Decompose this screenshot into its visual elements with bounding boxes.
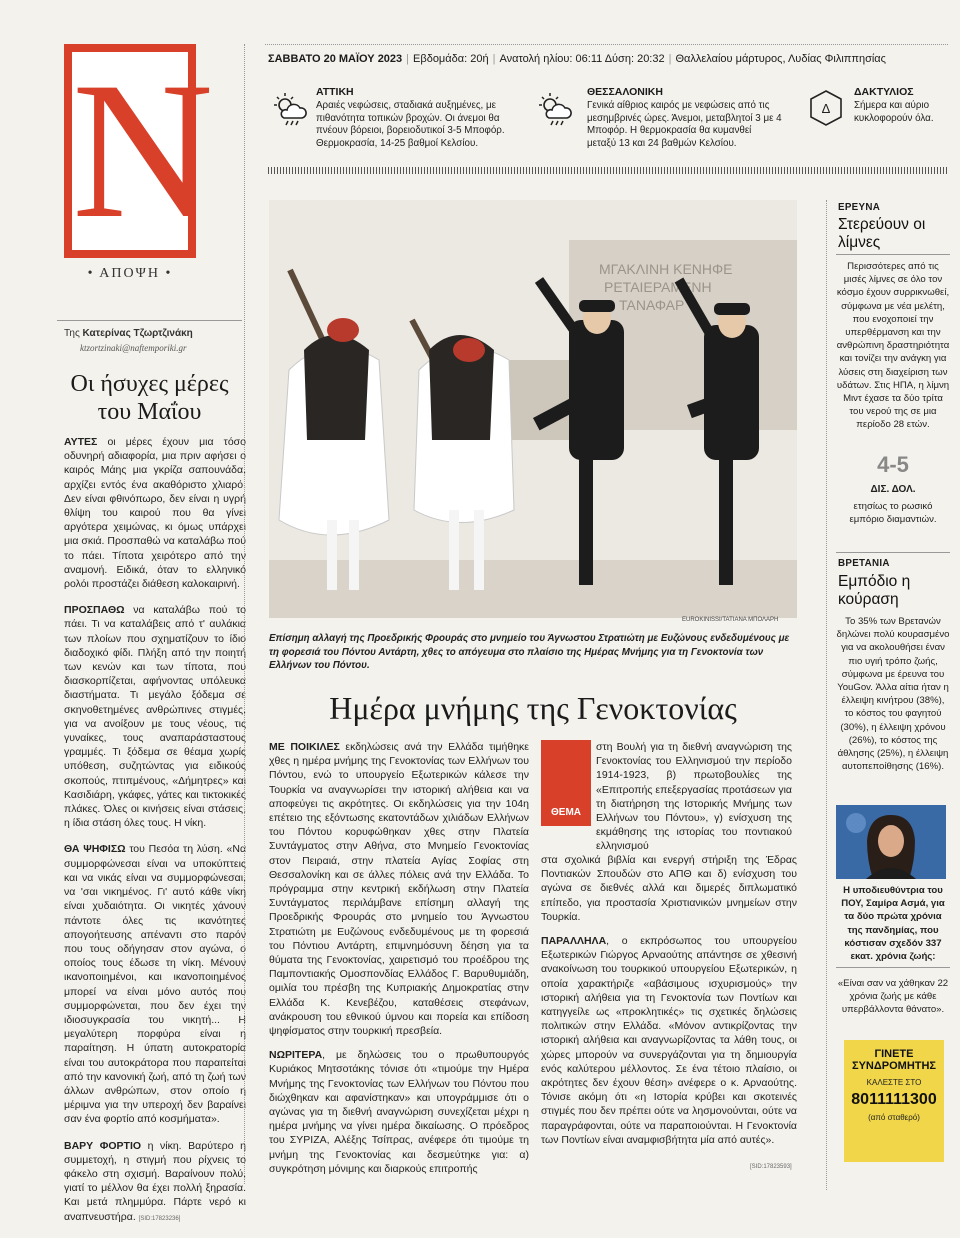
subscribe-note: (από σταθερό) — [868, 1113, 920, 1122]
subscribe-phone[interactable]: 8011111300 — [851, 1091, 937, 1108]
weather-thessaloniki — [535, 86, 785, 156]
weather-ring-road — [806, 86, 948, 146]
city-name: ΔΑΚΤΥΛΙΟΣ — [854, 86, 914, 98]
photo-caption: Επίσημη αλλαγή της Προεδρικής Φρουράς στο μνημείο του Άγνωστου Στρατιώτη με Ευζώνους ενδεδυμένους με τη φορεσιά του Πόντου Αντάρτη, χθες το απόγευμα στο πλαίσιο της Ημέρας Μνήμης για τη Γενοκτονία των Ελλήνων του Πόντου. — [269, 633, 790, 671]
article-column-2-top: στη Βουλή για τη διεθνή αναγνώριση της Γενοκτονίας του Ελληνισμού την περίοδο 1914-1923, β) πρωτοβουλίες της «Επιτροπής επεξεργασίας προτάσεων για τη διατήρηση της Ιστορικής Μνήμης των Ελλήνων του Πόντου», γ) ενίσχυση της εκμάθησης της ιστορίας του ποντιακού ελληνισμού — [596, 741, 792, 853]
article-column-1 — [269, 740, 529, 1186]
column-divider — [244, 44, 245, 1184]
sid-code: [SID:17823236] — [138, 1215, 181, 1222]
divider — [57, 320, 242, 321]
paragraph: ΘΑ ΨΗΦΙΣΩ του Πεσόα τη λύση. «Να συμμορφώνεσαι είναι να υποκύπτεις και να νικάς είναι να συμμορφώνεσαι, να 'σαι νικημένος. Γι' αυτό κάθε νίκη είναι χυδαιότητα. Οι νικητές χάνουν πάντοτε όλες τις ικανότητες απογοήτευσης απέναντι στο παρόν που τους οδήγησαν στον αγώνα, ο οποίος τους έδωσε τη νίκη. Μένουν ικανοποιημένοι, και ικανοποιημένος μπορεί να είναι μόνο αυτός που συμμορφώνεται, που δεν έχει την ιδιοσυγκρασία του νικητή... Η μεγαλύτερη πορφύρα είναι η παραίτηση. Η ύπατη αυτοκρατορία είναι του αυτοκράτορα που παραιτείται από την κανονική ζωή, από τη ζωή των άλλων ανθρώπων, στον οποίο η μέριμνα για την υπεροχή δεν βαραίνει σαν ένα φορτίο από κοσμήματα». — [64, 843, 247, 1126]
city-name: ΘΕΣΣΑΛΟΝΙΚΗ — [587, 86, 663, 98]
evzones-photo — [269, 200, 797, 618]
sidebar-text: Περισσότερες από τις μισές λίμνες σε όλο τον κόσμο έχουν συρρικνωθεί, σύμφωνα με νέα μελέτη, που ενοχοποιεί την υπερθέρμανση και την ανθρώπινη δραστηριότητα και τονίζει την ανάγκη για λύσεις στη διαχείριση των υδάτων. Στις ΗΠΑ, η λίμνη Μιντ έχασε τα δύο τρίτα του νερού της σε μια περίοδο 28 ετών. — [836, 261, 950, 431]
forecast-text: Γενικά αίθριος καιρός με νεφώσεις από τις μεσημβρινές ώρες. Άνεμοι, μεταβλητοί 3 με 4 Μποφόρ. Η θερμοκρασία θα κυμανθεί μεταξύ 13 και 24 βαθμών Κελσίου. — [587, 100, 782, 149]
issue-date: ΣΑΒΒΑΤΟ 20 ΜΑΪΟΥ 2023 — [268, 53, 403, 65]
portrait-photo — [836, 805, 946, 879]
opinion-body — [64, 435, 246, 1238]
subscribe-call-label: ΚΑΛΕΣΤΕ ΣΤΟ — [866, 1078, 922, 1087]
divider — [268, 167, 948, 174]
article-headline: Ημέρα μνήμης της Γενοκτονίας — [329, 690, 737, 726]
paragraph: ΜΕ ΠΟΙΚΙΛΕΣ εκδηλώσεις ανά την Ελλάδα τιμήθηκε χθες η ημέρα μνήμης της Γενοκτονίας των Ελλήνων του Πόντου, ενώ το υπουργείο Εξωτερικών κάλεσε την Τουρκία να αναγνωρίσει την ιστορική αλήθεια και να αποφεύγει τις ακρότητες. Οι εκδηλώσεις για την 104η επέτειο της εξόντωσης εκατοντάδων χιλιάδων Ελλήνων του Πόντου κορυφώθηκαν χθες στην Πλατεία Συντάγματος στην Αθήνα, στο Μνημείο Γενοκτονίας στον Πειραιά, στην πλατεία Αγίας Σοφίας στη Θεσσαλονίκη και σε άλλες πόλεις ανά την Ελλάδα. Το πρόγραμμα στην κεντρική εκδήλωση στην Πλατεία Συντάγματος περιλάμβανε επίσημη αλλαγή της Προεδρικής Φρουράς στο μνημείο του Άγνωστου Στρατιώτη με Ευζώνους ενδεδυμένους με τη φορεσιά του Πόντιου Αντάρτη, επιμνημόσυνη δέηση για τα θύματα της Γενοκτονίας, χαιρετισμό του προέδρου της Παμποντιακής Ομοσπονδίας Ελλάδος Γ. Βαρυθυμιάδη, ομιλία του πρέσβη της Κυπριακής Δημοκρατίας στην Ελλάδα Κ. Κενεβέζου, καταθέσεις στεφάνων, ανάκρουση του εθνικού ύμνου και πορεία και επίδοση ψηφίσματος στην τουρκική πρεσβεία. — [269, 741, 529, 1038]
sidebar-kicker: ΕΡΕΥΝΑ — [838, 202, 881, 213]
portrait-image — [836, 805, 946, 879]
city-name: ΑΤΤΙΚΗ — [316, 86, 354, 98]
date-line: ΣΑΒΒΑΤΟ 20 ΜΑΪΟΥ 2023 | Εβδομάδα: 20ή | Ανατολή ηλίου: 06:11 Δύση: 20:32 | Θαλλελαίου μάρτυρος, Λυδίας Φιλιππησίας — [268, 53, 886, 65]
paragraph: ΠΡΟΣΠΑΘΩ να καταλάβω πού το πάει. Τι να καταλάβεις από τ' αυλάκια των πλοίων που σχηματίζουν το ίδιο διαδοχικό φίδι. Πλήξη από την ποιητή των κενών και των τίποτα, που διασκορπίζεται, αφήνοντας υπόλευκα διαστήματα. Τι μεγάλο ξόδεμα σε σκηνοθετημένες ανθρώπινες στιγμές, για να ανοίξουν με τους νέους, τις γυναίκες, τους αναπαράσταστους γραμμές. Τι ξόδεμα σε θέαμα χωρίς υπόθεση, συζητώντας για ειδικούς σκοπούς, πτιπμένους, «Δήμητρες» και Κασιδιάρη, γκάφες, γάτες και τικτοκικές πλάκες. Όλες οι κινήσεις είναι στάσεις, η ίδια στάση όλες τους. Η νίκη. — [64, 604, 246, 830]
sidebar-title: Εμπόδιο η κούραση — [838, 573, 911, 608]
traffic-ring-icon — [806, 88, 846, 128]
paragraph: ΒΑΡΥ ΦΟΡΤΙΟ η νίκη. Βαρύτερο η συμμετοχή, η στιγμή που ρίχνεις το φάκελο στη σχισμή. Βαραίνουν πολύ, γιατί το μέλλον θα έχει πολλή ξηρασία. Και μετά πλημμύρα. Πάρτε νερό κι αναπνευστήρα. [SID:17823236] — [64, 1139, 246, 1223]
author-name: Κατερίνας Τζωρτζινάκη — [82, 328, 193, 339]
sun-cloud-rain-icon — [270, 90, 310, 130]
subscribe-title[interactable]: ΓΙΝΕΤΕ ΣΥΝΔΡΟΜΗΤΗΣ — [851, 1048, 937, 1072]
paragraph: ΝΩΡΙΤΕΡΑ, με δηλώσεις του ο πρωθυπουργός Κυριάκος Μητσοτάκης τόνισε ότι «τιμούμε την Ημέρα Μνήμης της Γενοκτονίας των Ελλήνων του Πόντου που διώχθηκαν και αφανίστηκαν» και υπογράμμισε ότι ο αγώνας για τη διεθνή αναγνώριση συνεχίζεται μέχρι η ημέρα μνήμης να γίνει ημέρα δικαίωσης. Ο πρόεδρος του ΣΥΡΙΖΑ, Αλέξης Τσίπρας, ανέφερε ότι τιμούμε τη μνήμη της Γενοκτονίας και δεσμεύτηκε για: α) συγκρότηση μόνιμης και διαρκούς επιτροπής — [269, 1049, 529, 1175]
divider — [265, 44, 948, 45]
newspaper-logo — [64, 42, 214, 259]
sun-cloud-rain-icon — [535, 90, 575, 130]
sidebar-kicker: ΒΡΕΤΑΝΙΑ — [838, 558, 890, 569]
paragraph: ΠΑΡΑΛΛΗΛΑ, ο εκπρόσωπος του υπουργείου Εξωτερικών Γιώργος Αρναούτης απάντησε σε χθεσινή ανακοίνωση του τουρκικού υπουργείου Εξωτερικών, η οποία χαρακτήριζε «αβάσιμους ισχυρισμούς» την ιστορική αλήθεια για τη Γενοκτονία των Ποντίων και κατηγγείλε ως «προκλητικές» τις σχετικές δηλώσεις πολιτικών στην Ελλάδα. «Μόνον αντικρίζοντας την ιστορική αλήθεια και αναγνωρίζοντας τα λάθη τους, οι χώρες μπορούν να συνεργάζονται για τη δημιουργία ενός καλύτερου μέλλοντος. Σε ένα τέτοιο πλαίσιο, οι ακρότητες δεν έχουν θέση» ανέφερε ο κ. Αρναούτης. Τόνισε ακόμη ότι «η Ιστορία κρύβει και σκοτεινές στιγμές που δεν πρέπει ούτε να λησμονούνται, ούτε να παραγράφονται, ούτε να παραποιούνται. Η Γενοκτονία των Ποντίων είναι αναμφισβήτητα μία από αυτές». — [541, 935, 797, 1146]
sidebar-quote: «Είναι σαν να χάθηκαν 22 χρόνια ζωής με κάθε υπερβάλλοντα θάνατο». — [837, 978, 949, 1016]
forecast-text: Αραιές νεφώσεις, σταδιακά αυξημένες, με πιθανότητα τοπικών βροχών. Οι άνεμοι θα πνέουν βόρειοι, βορειοδυτικοί 3-5 Μποφόρ. Θερμοκρασία, 14-25 βαθμοί Κελσίου. — [316, 100, 505, 149]
stat-text: ετησίως το ρωσικό εμπόριο διαμαντιών. — [849, 501, 937, 526]
topic-tag: ΘΕΜΑ — [541, 740, 591, 826]
divider — [836, 967, 950, 968]
forecast-text: Σήμερα και αύριο κυκλοφορούν όλα. — [854, 100, 934, 124]
sidebar-text: Η υποδιευθύντρια του ΠΟΥ, Σαμίρα Ασμά, για τα δύο πρώτα χρόνια της πανδημίας, που κόστισαν σχεδόν 337 εκατ. χρόνια ζωής: — [841, 885, 945, 963]
svg-text:ΡΕΤΑΙΕΡΑΜΕΝΗ: ΡΕΤΑΙΕΡΑΜΕΝΗ — [604, 279, 712, 295]
column-divider — [826, 200, 827, 1190]
stat-value: 4-5 — [877, 452, 909, 477]
photo-credit: EUROKINISSI/ΤΑΤΙΑΝΑ ΜΠΟΛΑΡΗ — [682, 617, 779, 623]
name-days: Θαλλελαίου μάρτυρος, Λυδίας Φιλιππησίας — [675, 53, 886, 65]
logo-letter: N — [72, 42, 214, 259]
stat-unit: ΔΙΣ. ΔΟΛ. — [870, 484, 916, 495]
paragraph: στα σχολικά βιβλία και ενεργή στήριξη της Έδρας Ποντιακών Σπουδών στο ΑΠΘ και δ) ενίσχυση του αγώνα σε διεθνές αλλά και διμερές διπλωματικό επίπεδο, για προστασία Χριστιανικών μνημείων στην Τουρκία. — [541, 854, 797, 923]
sun-times: Ανατολή ηλίου: 06:11 Δύση: 20:32 — [499, 53, 665, 65]
author-email[interactable]: ktzortzinaki@naftemporiki.gr — [80, 343, 187, 353]
divider — [836, 552, 950, 553]
sid-code: [SID:17823593] — [750, 1164, 792, 1170]
paragraph: ΑΥΤΕΣ οι μέρες έχουν μια τόσο οδυνηρή αδιαφορία, μια πριν αφήσει ο καιρός Μάης μια γκρίζα σαπουνάδα, αρχίζει εντός ένα ακαθόριστο χλιαρό. Δεν είναι φθινόπωρο, δεν είναι η υγρή θλίψη του καιρού που θα γίνει αργότερα χειμώνας, κι όμως υπάρχει μια σκιά. Προσπαθώ να καταλάβω πού το πάει. Τίποτα χειρότερο από την αναμονή. Ειδικά, όταν το ελληνικό ρολόι προστάζει διάθεση καλοκαιρινή. — [64, 436, 246, 591]
byline: Της Κατερίνας Τζωρτζινάκη — [64, 328, 193, 339]
main-photo — [269, 200, 797, 618]
article-column-2 — [541, 853, 797, 1157]
sidebar-title: Στερεύουν οι λίμνες — [838, 216, 926, 251]
svg-text:ΜΓΑΚΛΙΝΗ ΚΕΝΗΦΕ: ΜΓΑΚΛΙΝΗ ΚΕΝΗΦΕ — [599, 261, 733, 277]
divider — [836, 254, 950, 255]
svg-text:ΤΑΝΑΦΑΡ: ΤΑΝΑΦΑΡ — [619, 297, 685, 313]
week-number: Εβδομάδα: 20ή — [413, 53, 489, 65]
section-label: • ΑΠΟΨΗ • — [87, 266, 173, 281]
svg-text:Δ: Δ — [821, 101, 831, 116]
sidebar-text: Το 35% των Βρετανών δηλώνει πολύ κουρασμένο για να ακολουθήσει έναν πιο υγιή τρόπο ζωής, σύμφωνα με έρευνα του YouGov. Άλλα αίτια ήταν η έλλειψη κινήτρου (38%), το κόστος του φαγητού (30%), η έλλειψη χρόνου (26%), το κόστος της άθλησης (25%), η έλλειψη αυτοπεποίθησης (16%). — [836, 616, 950, 773]
opinion-title: Οι ήσυχες μέρες του Μαΐου — [70, 371, 229, 425]
weather-attica — [270, 86, 520, 156]
